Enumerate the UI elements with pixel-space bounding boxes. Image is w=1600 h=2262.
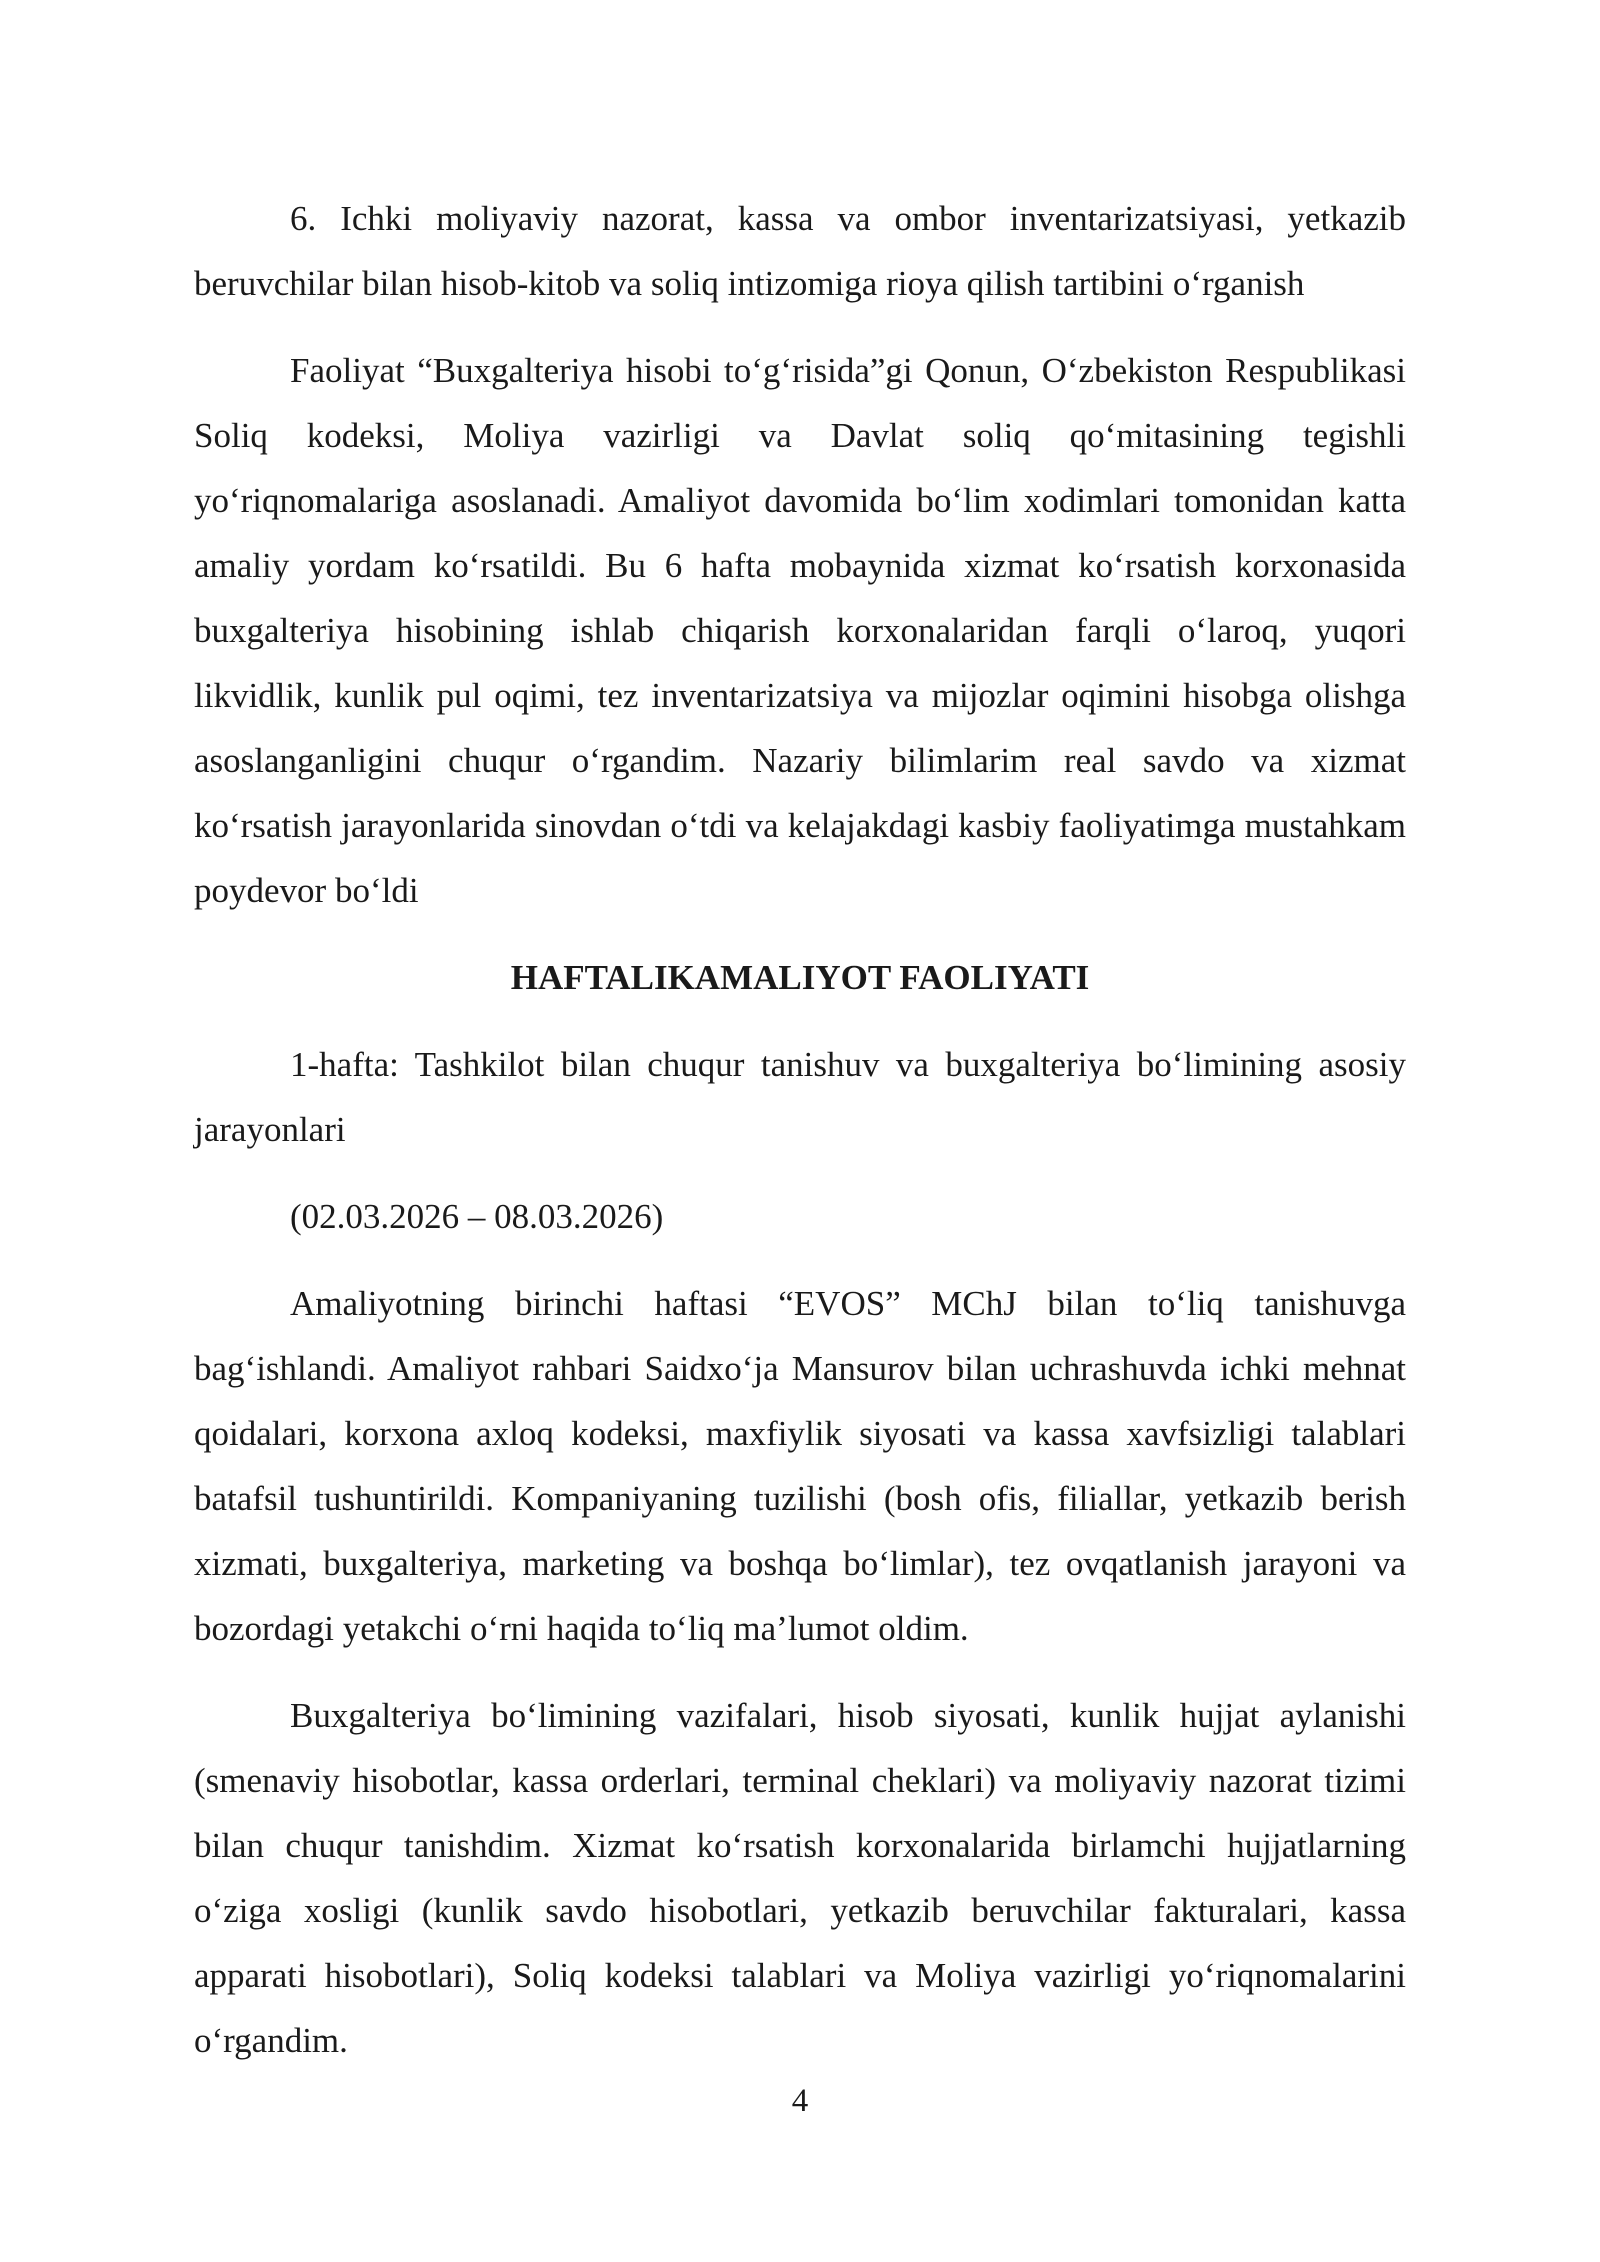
paragraph-legal-basis: Faoliyat “Buxgalteriya hisobi to‘g‘risida”gi Qonun, O‘zbekiston Respublikasi Soliq kodeksi, Moliya vazirligi va Davlat soliq qo‘mitasining tegishli yo‘riqnomalariga asoslanadi. Amaliyot davomida bo‘lim xodimlari tomonidan katta amaliy yordam ko‘rsatildi. Bu 6 hafta mobaynida xizmat ko‘rsatish korxonasida buxgalteriya hisobining ishlab chiqarish korxonalaridan farqli o‘laroq, yuqori likvidlik, kunlik pul oqimi, tez inventarizatsiya va mijozlar oqimini hisobga olishga asoslanganligini chuqur o‘rgandim. Nazariy bilimlarim real savdo va xizmat ko‘rsatish jarayonlarida sinovdan o‘tdi va kelajakdagi kasbiy faoliyatimga mustahkam poydevor bo‘ldi [194, 351, 1406, 910]
week-1-title: 1-hafta: Tashkilot bilan chuqur tanishuv va buxgalteriya bo‘limining asosiy jarayonlari [194, 1045, 1406, 1149]
page-number: 4 [791, 2083, 809, 2119]
paragraph-week-1-intro: Amaliyotning birinchi haftasi “EVOS” MChJ bilan to‘liq tanishuvga bag‘ishlandi. Amaliyot rahbari Saidxo‘ja Mansurov bilan uchrashuvda ichki mehnat qoidalari, korxona axloq kodeksi, maxfiylik siyosati va kassa xavfsizligi talablari batafsil tushuntirildi. Kompaniyaning tuzilishi (bosh ofis, filiallar, yetkazib berish xizmati, buxgalteriya, marketing va boshqa bo‘limlar), tez ovqatlanish jarayoni va bozordagi yetakchi o‘rni haqida to‘liq ma’lumot oldim. [194, 1284, 1406, 1648]
paragraph-item-6: 6. Ichki moliyaviy nazorat, kassa va ombor inventarizatsiyasi, yetkazib beruvchilar bilan hisob-kitob va soliq intizomiga rioya qilish tartibini o‘rganish [194, 199, 1406, 303]
paragraph-week-1-accounting: Buxgalteriya bo‘limining vazifalari, hisob siyosati, kunlik hujjat aylanishi (smenaviy hisobotlar, kassa orderlari, terminal cheklari) va moliyaviy nazorat tizimi bilan chuqur tanishdim. Xizmat ko‘rsatish korxonalarida birlamchi hujjatlarning o‘ziga xosligi (kunlik savdo hisobotlari, yetkazib beruvchilar fakturalari, kassa apparati hisobotlari), Soliq kodeksi talablari va Moliya vazirligi yo‘riqnomalarini o‘rgandim. [194, 1696, 1406, 2060]
page-content [194, 186, 1406, 2095]
section-heading: HAFTALIKAMALIYOT FAOLIYATI [510, 958, 1090, 997]
week-1-dates: (02.03.2026 – 08.03.2026) [290, 1197, 664, 1236]
